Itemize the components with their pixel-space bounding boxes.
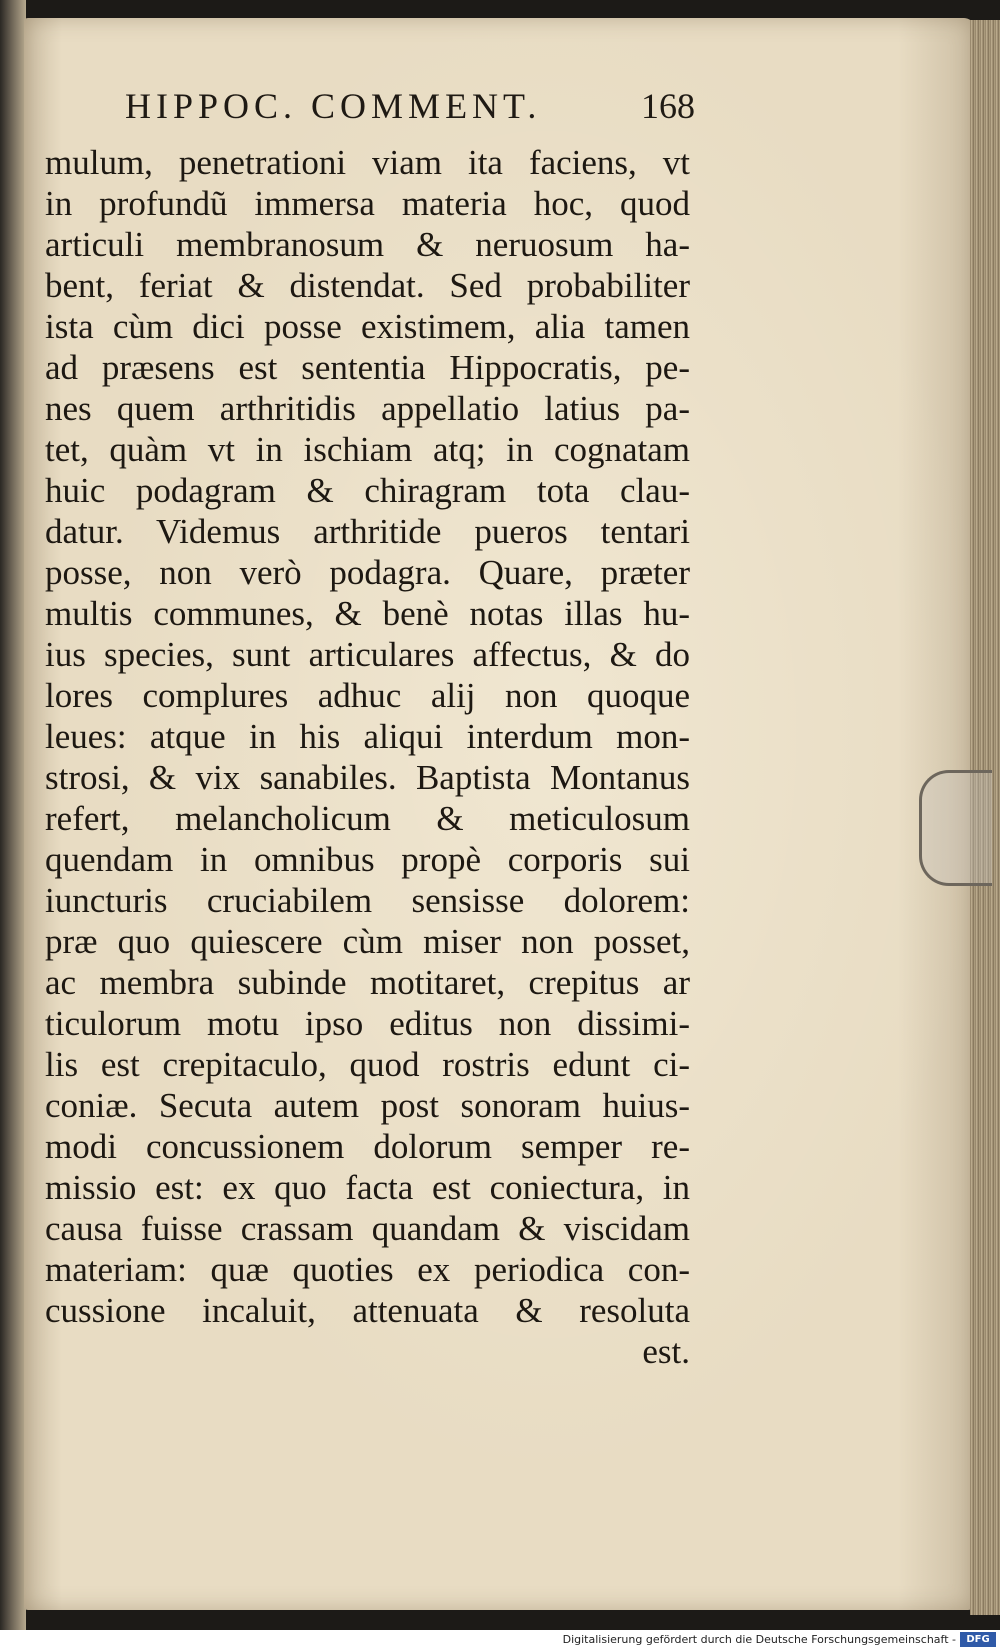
dfg-logo: DFG — [960, 1632, 996, 1647]
text-line: ticulorum motu ipso editus non dissimi- — [45, 1004, 690, 1043]
text-line: mulum, penetrationi viam ita faciens, vt — [45, 143, 690, 182]
text-line: lores complures adhuc alij non quoque — [45, 676, 690, 715]
page-number: 168 — [641, 86, 695, 126]
text-line: missio est: ex quo facta est coniectura, in — [45, 1168, 690, 1207]
page-tab-marker — [919, 770, 992, 886]
text-line: leues: atque in his aliqui interdum mon- — [45, 717, 690, 756]
text-line: materiam: quæ quoties ex periodica con- — [45, 1250, 690, 1289]
text-line: modi concussionem dolorum semper re- — [45, 1127, 690, 1166]
catchword-line: est. — [642, 1332, 690, 1371]
footer-bar — [0, 1630, 1000, 1648]
text-line: refert, melancholicum & meticulosum — [45, 799, 690, 838]
text-line: nes quem arthritidis appellatio latius pa- — [45, 389, 690, 428]
text-line: quendam in omnibus propè corporis sui — [45, 840, 690, 879]
text-line: præ quo quiescere cùm miser non posset, — [45, 922, 690, 961]
text-line: ad præsens est sententia Hippocratis, pe- — [45, 348, 690, 387]
text-line: strosi, & vix sanabiles. Baptista Montanus — [45, 758, 690, 797]
text-line: ista cùm dici posse existimem, alia tamen — [45, 307, 690, 346]
text-line: articuli membranosum & neruosum ha- — [45, 225, 690, 264]
text-line: coniæ. Secuta autem post sonoram huius- — [45, 1086, 690, 1125]
running-head: HIPPOC. COMMENT. — [125, 86, 542, 126]
page-header — [125, 85, 695, 135]
text-line: cussione incaluit, attenuata & resoluta — [45, 1291, 690, 1330]
text-line: multis communes, & benè notas illas hu- — [45, 594, 690, 633]
text-line: in profundũ immersa materia hoc, quod — [45, 184, 690, 223]
text-line: causa fuisse crassam quandam & viscidam — [45, 1209, 690, 1248]
text-line: datur. Videmus arthritide pueros tentari — [45, 512, 690, 551]
text-line: lis est crepitaculo, quod rostris edunt ci- — [45, 1045, 690, 1084]
text-line: iuncturis cruciabilem sensisse dolorem: — [45, 881, 690, 920]
funding-credit: Digitalisierung gefördert durch die Deutsche Forschungsgemeinschaft - — [562, 1633, 956, 1646]
text-line: bent, feriat & distendat. Sed probabiliter — [45, 266, 690, 305]
text-line: tet, quàm vt in ischiam atq; in cognatam — [45, 430, 690, 469]
body-text — [45, 142, 690, 1372]
book-left-edge — [0, 0, 26, 1630]
text-line: ac membra subinde motitaret, crepitus ar — [45, 963, 690, 1002]
text-line: ius species, sunt articulares affectus, & do — [45, 635, 690, 674]
text-line: huic podagram & chiragram tota clau- — [45, 471, 690, 510]
text-line: posse, non verò podagra. Quare, præter — [45, 553, 690, 592]
